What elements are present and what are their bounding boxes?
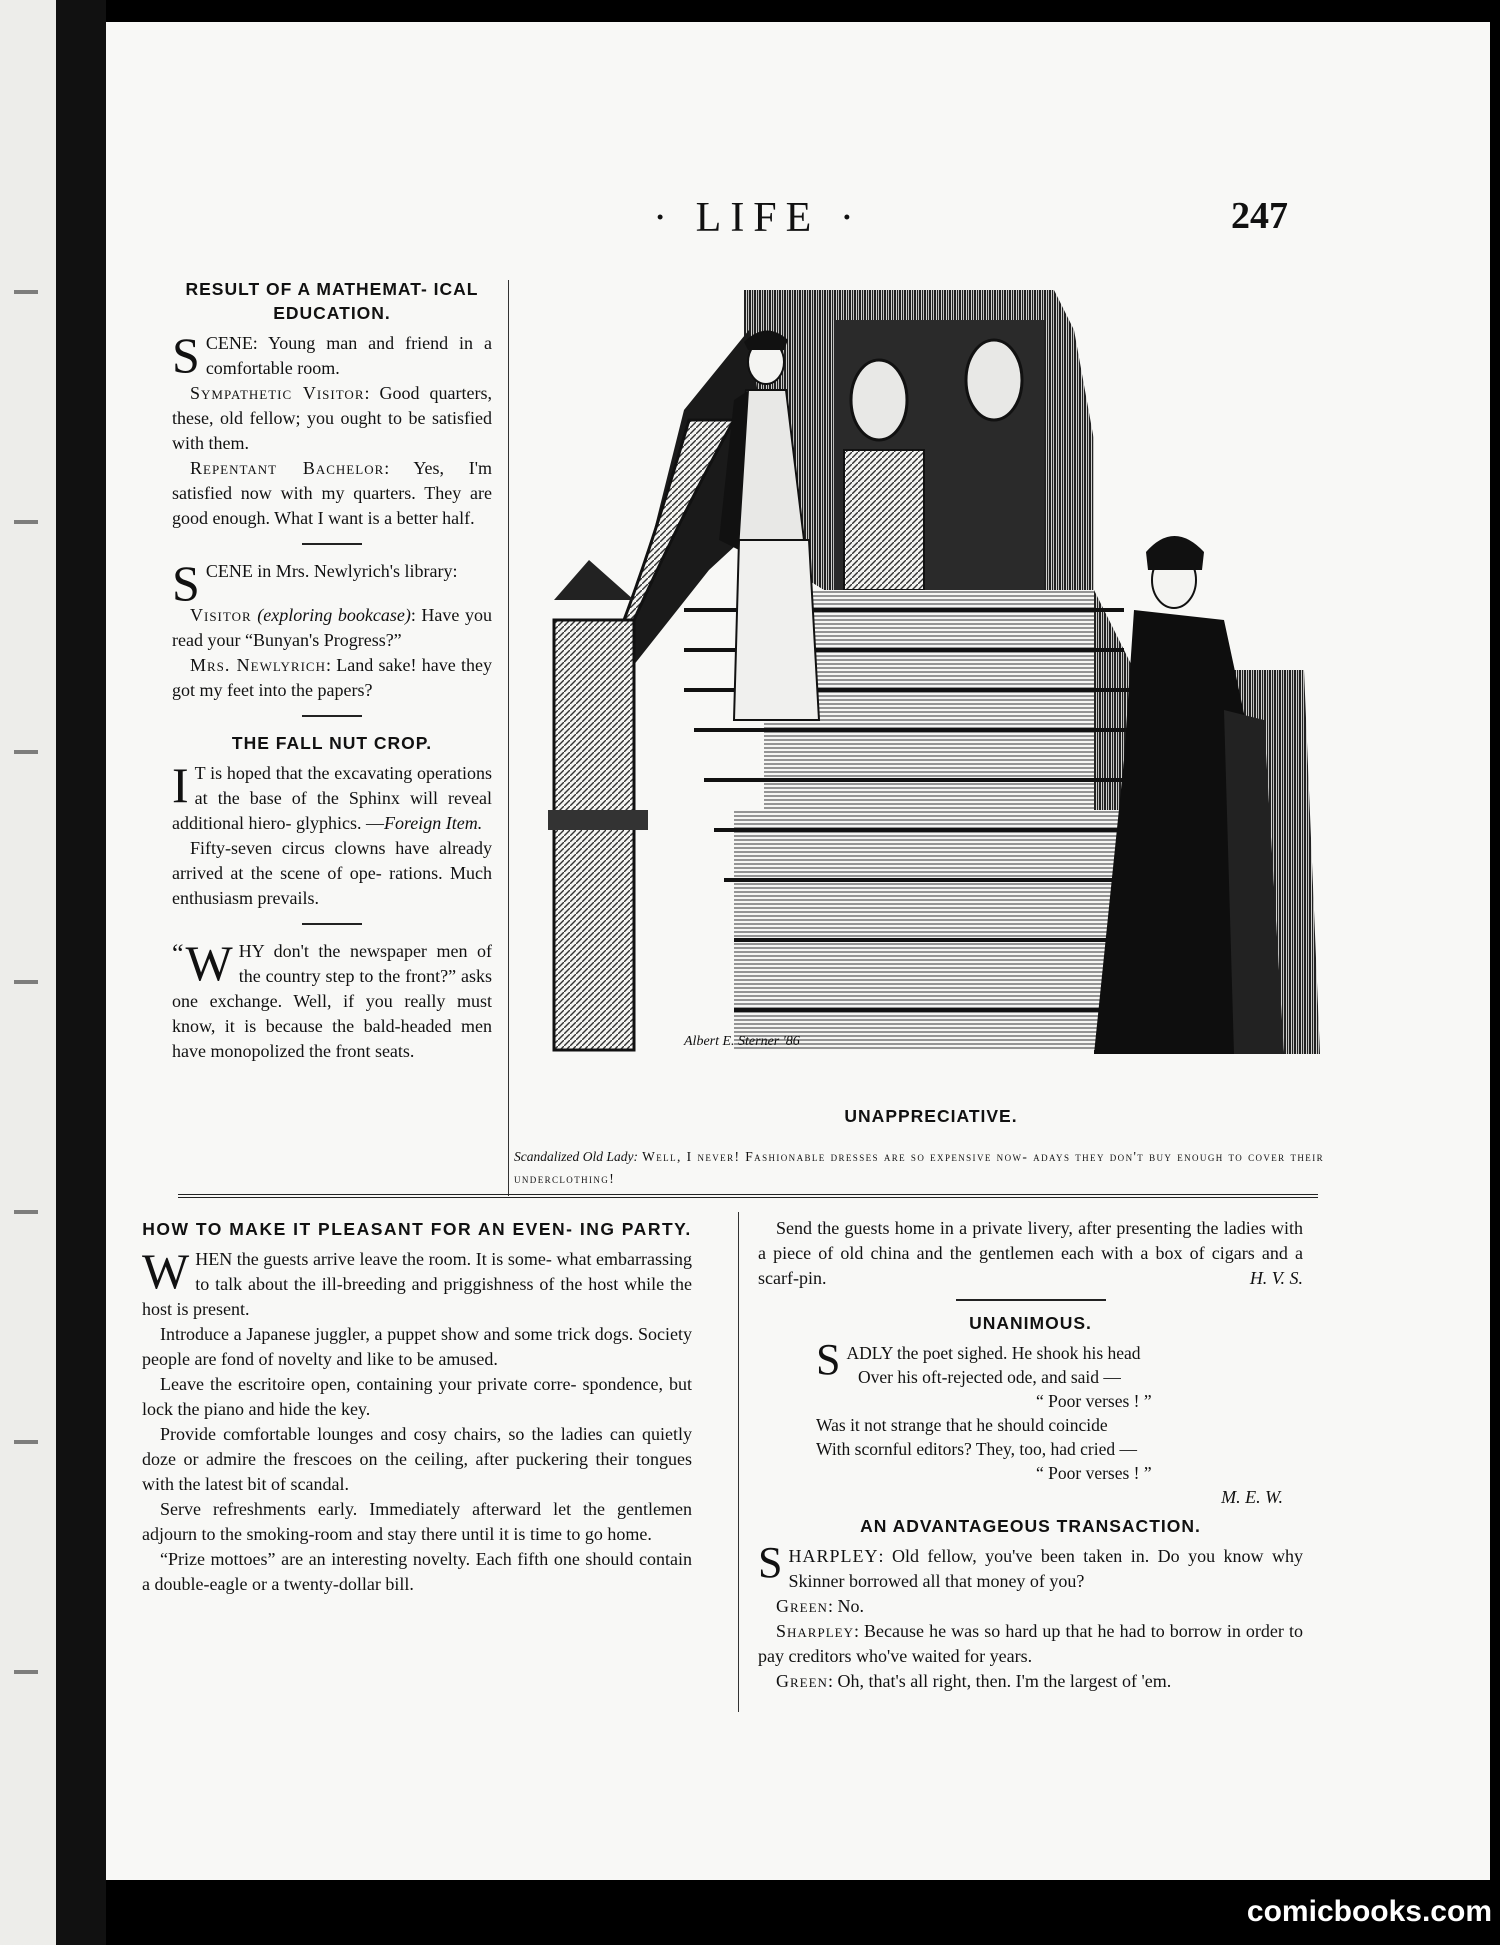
scene-paragraph: [172, 327, 492, 383]
scene-text: CENE: Young man and friend in a comfortable room.: [205, 333, 492, 378]
dialog-line: [172, 603, 492, 653]
caption-speaker: Scandalized Old Lady:: [514, 1149, 639, 1164]
left-column: [172, 277, 492, 1064]
body-paragraph: Leave the escritoire open, containing your private corre- spondence, but lock the piano and hide the key.: [142, 1374, 692, 1419]
dialog-text: : Good quarters, these, old fellow; you ought to be satisfied with them.: [172, 383, 492, 453]
body-paragraph: Introduce a Japanese juggler, a puppet show and some trick dogs. Society people are fond of novelty and like to be amused.: [142, 1324, 692, 1369]
dialog-text: : Yes, I'm satisfied now with my quarters. They are good enough. What I want is a better half.: [172, 458, 492, 528]
source-credit: Foreign Item.: [383, 813, 483, 833]
section-newlyrich-library: [172, 555, 493, 703]
signature-mew: M. E. W.: [1221, 1487, 1283, 1507]
dialog-advantageous-transaction: [758, 1514, 1303, 1694]
dialog-line: [758, 1538, 1303, 1594]
section-mathematical-education: [172, 277, 492, 531]
artist-signature: Albert E. Sterner '86: [684, 1034, 800, 1049]
poem-unanimous: [758, 1311, 1303, 1510]
body-paragraph: Fifty-seven circus clowns have already arrived at the scene of ope- rations. Much enthusiasm prevails.: [172, 838, 492, 908]
dialog-text: : Land sake! have they got my feet into the papers?: [172, 655, 493, 700]
dialog-title: AN ADVANTAGEOUS TRANSACTION.: [860, 1516, 1201, 1536]
drop-cap: W: [142, 1243, 190, 1299]
section-title-nut-crop: THE FALL NUT CROP.: [231, 733, 433, 753]
scene-text: CENE in Mrs. Newlyrich's library:: [205, 561, 458, 581]
signature-hvs: H. V. S.: [1249, 1268, 1303, 1288]
open-quote: “: [172, 939, 184, 968]
dialog-text: : Have you read your “Bunyan's Progress?”: [172, 605, 493, 650]
body-paragraph: [172, 935, 492, 1064]
dialog-text: : No.: [827, 1596, 864, 1616]
horizontal-double-rule: [178, 1194, 1318, 1198]
poem-line: Over his oft-rejected ode, and said —: [858, 1367, 1121, 1387]
dialog-line: [172, 381, 492, 456]
section-newspaper-men: [172, 935, 492, 1064]
poem-line: “ Poor verses ! ”: [1036, 1463, 1152, 1483]
scene-paragraph: [172, 555, 492, 611]
section-divider: [302, 715, 362, 717]
body-paragraph: Provide comfortable lounges and cosy chairs, so the ladies can quietly doze or admire the frescoes on the ceiling, after puckering their tongues with the latest bit of scandal.: [142, 1424, 692, 1494]
drop-cap: S: [816, 1335, 841, 1384]
body-paragraph: [142, 1243, 692, 1322]
poem-title: UNANIMOUS.: [969, 1313, 1092, 1333]
right-bottom-column: [758, 1216, 1303, 1694]
caption-text: Well, I never! Fashionable dresses are so expensive now- adays they don't buy enough to cover their underclothing!: [514, 1149, 1324, 1186]
section-title-mathematical: RESULT OF A MATHEMAT- ICAL EDUCATION.: [185, 279, 479, 323]
body-text: HEN the guests arrive leave the room. It is some- what embarrassing to talk about the ill-breeding and priggishness of the host while the host is present.: [142, 1249, 692, 1319]
dialog-line: [172, 653, 492, 703]
column-rule: [508, 280, 509, 1196]
drop-cap: I: [172, 757, 189, 813]
section-divider: [302, 923, 362, 925]
masthead-title: · LIFE ·: [653, 195, 863, 241]
stage-direction: (exploring bookcase): [257, 605, 411, 625]
page-binding-shadow: [56, 0, 106, 1945]
dialog-text: : Oh, that's all right, then. I'm the largest of 'em.: [827, 1671, 1172, 1691]
speaker-name: Repentant Bachelor: [190, 458, 385, 478]
speaker-name: Mrs. Newlyrich: [190, 655, 326, 675]
page-header: [106, 194, 1490, 264]
page-number: 247: [1231, 195, 1288, 237]
speaker-name: Visitor: [190, 605, 252, 625]
section-divider: [956, 1299, 1106, 1301]
section-fall-nut-crop: [172, 731, 492, 911]
section-divider: [302, 543, 362, 545]
dialog-line: [758, 1619, 1303, 1669]
poem-body: [816, 1335, 1303, 1485]
body-text: T is hoped that the excavating operations at the base of the Sphinx will reveal additional hiero- glyphics. —: [172, 763, 492, 833]
drop-cap: S: [758, 1538, 783, 1587]
staircase-drawing: [534, 290, 1320, 1054]
speaker-name: Green: [776, 1596, 828, 1616]
body-paragraph: “Prize mottoes” are an interesting novelty. Each fifth one should contain a double-eagle or a twenty-dollar bill.: [142, 1549, 692, 1594]
poem-line: “ Poor verses ! ”: [1036, 1391, 1152, 1411]
poem-text: ADLY the poet sighed. He shook his head: [846, 1343, 1141, 1363]
drop-cap: S: [172, 555, 200, 611]
dialog-line: [758, 1669, 1303, 1694]
scan-left-marks: [14, 180, 38, 1780]
site-watermark: comicbooks.com: [1246, 1895, 1492, 1928]
dialog-text: : Because he was so hard up that he had to borrow in order to pay creditors who've waited for years.: [758, 1621, 1303, 1666]
speaker-name: Sharpley: [776, 1621, 854, 1641]
caption-title: UNAPPRECIATIVE.: [844, 1106, 1018, 1126]
poem-line: With scornful editors? They, too, had cried —: [816, 1439, 1138, 1459]
speaker-name: HARPLEY: [788, 1546, 879, 1566]
body-paragraph: [172, 757, 492, 836]
body-paragraph-continued: Send the guests home in a private livery, after presenting the ladies with a piece of old china and the gentlemen each with a box of cigars and a scarf-pin.: [758, 1218, 1303, 1288]
illustration-caption: [514, 1146, 1324, 1190]
body-paragraph: Serve refreshments early. Immediately afterward let the gentlemen adjourn to the smoking-room and stay there until it is time to go home.: [142, 1499, 692, 1544]
dialog-line: [172, 456, 492, 531]
magazine-page: [106, 22, 1490, 1880]
poem-line: Was it not strange that he should coincide: [816, 1415, 1108, 1435]
dialog-line: [758, 1594, 1303, 1619]
drop-cap: W: [185, 935, 233, 991]
speaker-name: Green: [776, 1671, 828, 1691]
article-evening-party: [142, 1217, 692, 1597]
speaker-name: Sympathetic Visitor: [190, 383, 365, 403]
dialog-text: : Old fellow, you've been taken in. Do you know why Skinner borrowed all that money of you?: [788, 1546, 1303, 1591]
drop-cap: S: [172, 327, 200, 383]
illustration-staircase: [534, 290, 1320, 1054]
column-rule: [738, 1212, 739, 1712]
article-title-evening-party: HOW TO MAKE IT PLEASANT FOR AN EVEN- ING PARTY.: [142, 1219, 692, 1239]
body-text: HY don't the newspaper men of the country step to the front?” asks one exchange. Well, if you really must know, it is because the bald-headed men have monopolized the front seats.: [172, 941, 492, 1061]
